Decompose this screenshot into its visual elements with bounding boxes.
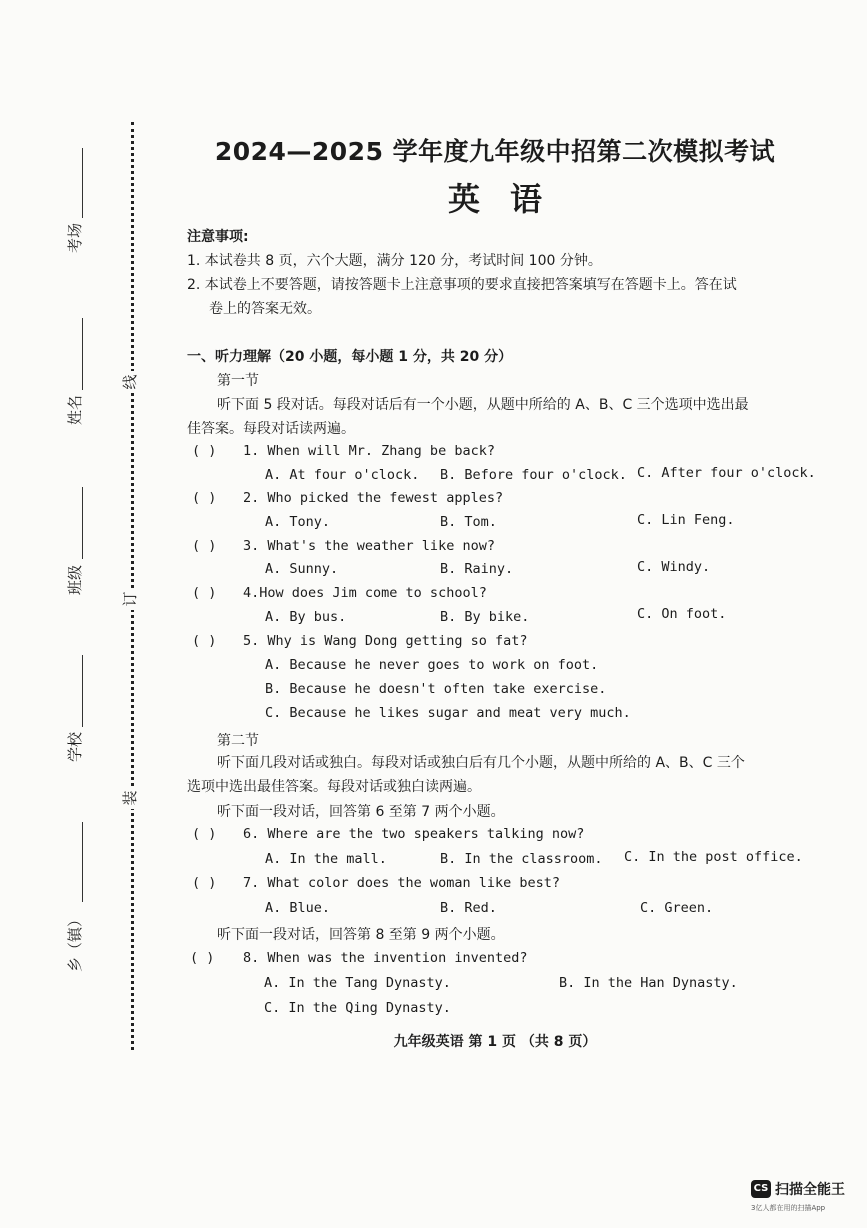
option-a: A. Because he never goes to work on foot. <box>265 657 599 673</box>
answer-blank[interactable]: ( ) <box>192 585 217 601</box>
option-a: A. In the mall. <box>265 851 387 867</box>
group-instruction-8-9: 听下面一段对话，回答第 8 至第 9 两个小题。 <box>217 927 505 943</box>
question-stem: 5. Why is Wang Dong getting so fat? <box>243 633 528 649</box>
question-stem: 1. When will Mr. Zhang be back? <box>243 443 495 459</box>
question-stem: 6. Where are the two speakers talking now? <box>243 826 585 842</box>
option-b: B. In the classroom. <box>440 851 603 867</box>
notes-item-2-cont: 卷上的答案无效。 <box>209 301 321 317</box>
notes-item-1: 1. 本试卷共 8 页，六个大题，满分 120 分，考试时间 100 分钟。 <box>187 253 602 269</box>
option-b: B. Because he doesn't often take exercise. <box>265 681 607 697</box>
subject-title: 英语 <box>447 180 572 218</box>
watermark-app-name: 扫描全能王 <box>775 1182 845 1198</box>
answer-blank[interactable]: ( ) <box>192 490 217 506</box>
binding-label-town: 乡（镇） <box>66 912 84 973</box>
notes-item-2: 2. 本试卷上不要答题，请按答题卡上注意事项的要求直接把答案填写在答题卡上。答在试 <box>187 277 737 293</box>
question-stem: 3. What's the weather like now? <box>243 538 495 554</box>
binding-label-school: 学校 <box>66 732 84 763</box>
option-b: B. Rainy. <box>440 561 514 577</box>
exam-title: 2024—2025 学年度九年级中招第二次模拟考试 <box>214 137 776 166</box>
option-c: C. In the post office. <box>624 849 803 865</box>
question-stem: 4.How does Jim come to school? <box>243 585 487 601</box>
group-instruction-6-7: 听下面一段对话，回答第 6 至第 7 两个小题。 <box>217 804 505 820</box>
option-b: B. By bike. <box>440 609 530 625</box>
answer-blank[interactable]: ( ) <box>192 443 217 459</box>
answer-blank[interactable]: ( ) <box>192 875 217 891</box>
watermark-tagline: 3亿人都在用的扫描App <box>751 1204 826 1212</box>
option-a: A. Tony. <box>265 514 331 530</box>
option-c: C. After four o'clock. <box>637 465 816 481</box>
part-1-instruction: 听下面 5 段对话。每段对话后有一个小题，从题中所给的 A、B、C 三个选项中选出最 <box>217 397 749 413</box>
notes-heading: 注意事项: <box>187 229 249 245</box>
binding-label-name: 姓名 <box>66 395 84 426</box>
binding-word-fix: 装 <box>119 787 141 809</box>
question-stem: 2. Who picked the fewest apples? <box>243 490 504 506</box>
option-c: C. Lin Feng. <box>637 512 735 528</box>
option-a: A. By bus. <box>265 609 347 625</box>
binding-blank-class[interactable] <box>82 487 83 559</box>
answer-blank[interactable]: ( ) <box>192 633 217 649</box>
cs-logo-icon: CS <box>751 1180 771 1198</box>
question-stem: 7. What color does the woman like best? <box>243 875 560 891</box>
binding-dotted-line <box>131 122 134 1050</box>
option-c: C. Windy. <box>637 559 711 575</box>
binding-word-bind: 订 <box>119 588 141 610</box>
option-c: C. On foot. <box>637 606 727 622</box>
answer-blank[interactable]: ( ) <box>192 538 217 554</box>
option-c: C. In the Qing Dynasty. <box>264 1000 451 1016</box>
option-b: B. Tom. <box>440 514 497 530</box>
binding-word-line: 线 <box>119 371 141 393</box>
question-stem: 8. When was the invention invented? <box>243 950 528 966</box>
part-2-label: 第二节 <box>217 733 259 749</box>
binding-label-exam-room: 考场 <box>66 223 84 254</box>
binding-blank-town[interactable] <box>82 822 83 902</box>
part-2-instruction-cont: 选项中选出最佳答案。每段对话或独白读两遍。 <box>187 779 481 795</box>
answer-blank[interactable]: ( ) <box>190 950 215 966</box>
option-b: B. Before four o'clock. <box>440 467 627 483</box>
part-1-instruction-cont: 佳答案。每段对话读两遍。 <box>187 421 355 437</box>
part-2-instruction: 听下面几段对话或独白。每段对话或独白后有几个小题，从题中所给的 A、B、C 三个 <box>217 755 745 771</box>
answer-blank[interactable]: ( ) <box>192 826 217 842</box>
option-a: A. At four o'clock. <box>265 467 420 483</box>
page-footer: 九年级英语 第 1 页 （共 8 页） <box>393 1034 597 1050</box>
binding-label-class: 班级 <box>66 565 84 596</box>
binding-blank-name[interactable] <box>82 318 83 390</box>
option-b: B. Red. <box>440 900 497 916</box>
option-a: A. Blue. <box>265 900 331 916</box>
option-c: C. Green. <box>640 900 714 916</box>
option-a: A. In the Tang Dynasty. <box>264 975 451 991</box>
section-heading: 一、听力理解（20 小题，每小题 1 分，共 20 分） <box>187 349 513 365</box>
part-1-label: 第一节 <box>217 373 259 389</box>
binding-blank-school[interactable] <box>82 655 83 727</box>
option-c: C. Because he likes sugar and meat very much. <box>265 705 631 721</box>
binding-blank-exam-room[interactable] <box>82 148 83 218</box>
option-a: A. Sunny. <box>265 561 339 577</box>
option-b: B. In the Han Dynasty. <box>559 975 738 991</box>
